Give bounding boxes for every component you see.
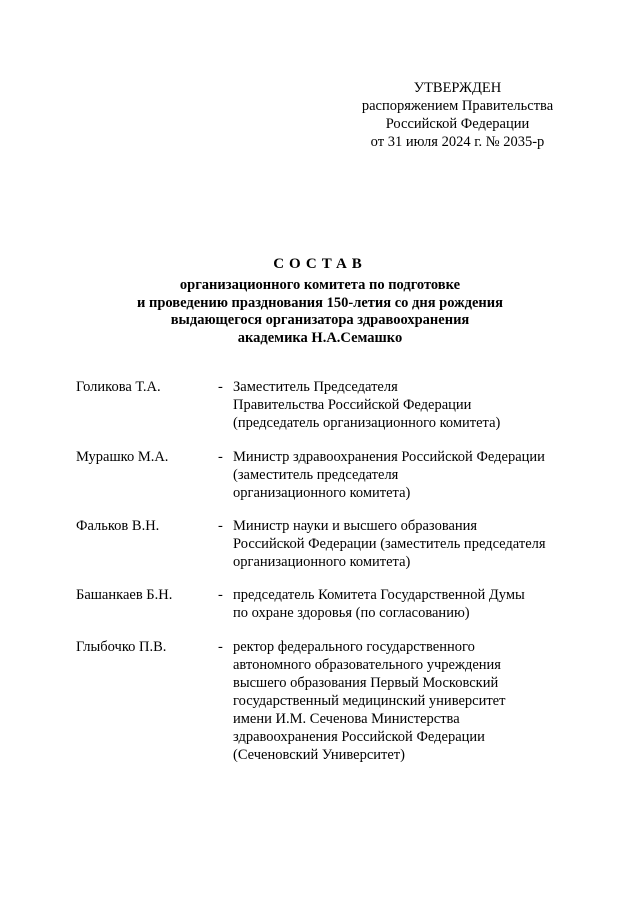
role-line: имени И.М. Сеченова Министерства [233,711,460,727]
role-line: (заместитель председателя [233,467,399,483]
role-line: Российской Федерации (заместитель председателя [233,536,546,552]
role-line: организационного комитета) [233,485,411,501]
member-dash: - [218,587,223,603]
role-line: высшего образования Первый Московский [233,675,499,691]
member-dash: - [218,449,223,465]
member-role [233,638,593,764]
subtitle-line: и проведению празднования 150-летия со дня рождения [137,294,503,311]
role-line: автономного образовательного учреждения [233,657,501,673]
approval-line: Российской Федерации [385,116,530,132]
member-name: Фальков В.Н. [76,518,160,534]
approval-heading: УТВЕРЖДЕН [413,80,502,96]
member-dash: - [218,518,223,534]
approval-date-number: от 31 июля 2024 г. № 2035-р [370,134,545,150]
role-line: Заместитель Председателя [233,379,398,395]
member-dash: - [218,639,223,655]
role-line: (Сеченовский Университет) [233,747,405,763]
member-role [233,448,593,502]
member-role [233,586,593,622]
member-name: Голикова Т.А. [76,379,161,395]
role-line: Правительства Российской Федерации [233,397,472,413]
role-line: Министр науки и высшего образования [233,518,478,534]
member-name: Глыбочко П.В. [76,639,167,655]
role-line: организационного комитета) [233,554,411,570]
document-title: СОСТАВ [273,256,367,272]
approval-stamp [330,79,585,151]
role-line: Министр здравоохранения Российской Федерации [233,449,545,465]
approval-line: распоряжением Правительства [361,98,554,114]
member-dash: - [218,379,223,395]
member-name: Мурашко М.А. [76,449,169,465]
subtitle-line: выдающегося организатора здравоохранения [170,312,470,328]
role-line: по охране здоровья (по согласованию) [233,605,470,621]
role-line: государственный медицинский университет [233,693,506,709]
role-line: здравоохранения Российской Федерации [233,729,485,745]
role-line: ректор федерального государственного [233,639,475,655]
subtitle-line: академика Н.А.Семашко [237,329,403,346]
member-role [233,378,593,432]
document-subtitle [60,277,580,347]
subtitle-line: организационного комитета по подготовке [179,277,461,293]
member-role [233,517,593,571]
role-line: председатель Комитета Государственной Думы [233,587,525,603]
role-line: (председатель организационного комитета) [233,415,501,431]
member-name: Башанкаев Б.Н. [76,587,173,603]
